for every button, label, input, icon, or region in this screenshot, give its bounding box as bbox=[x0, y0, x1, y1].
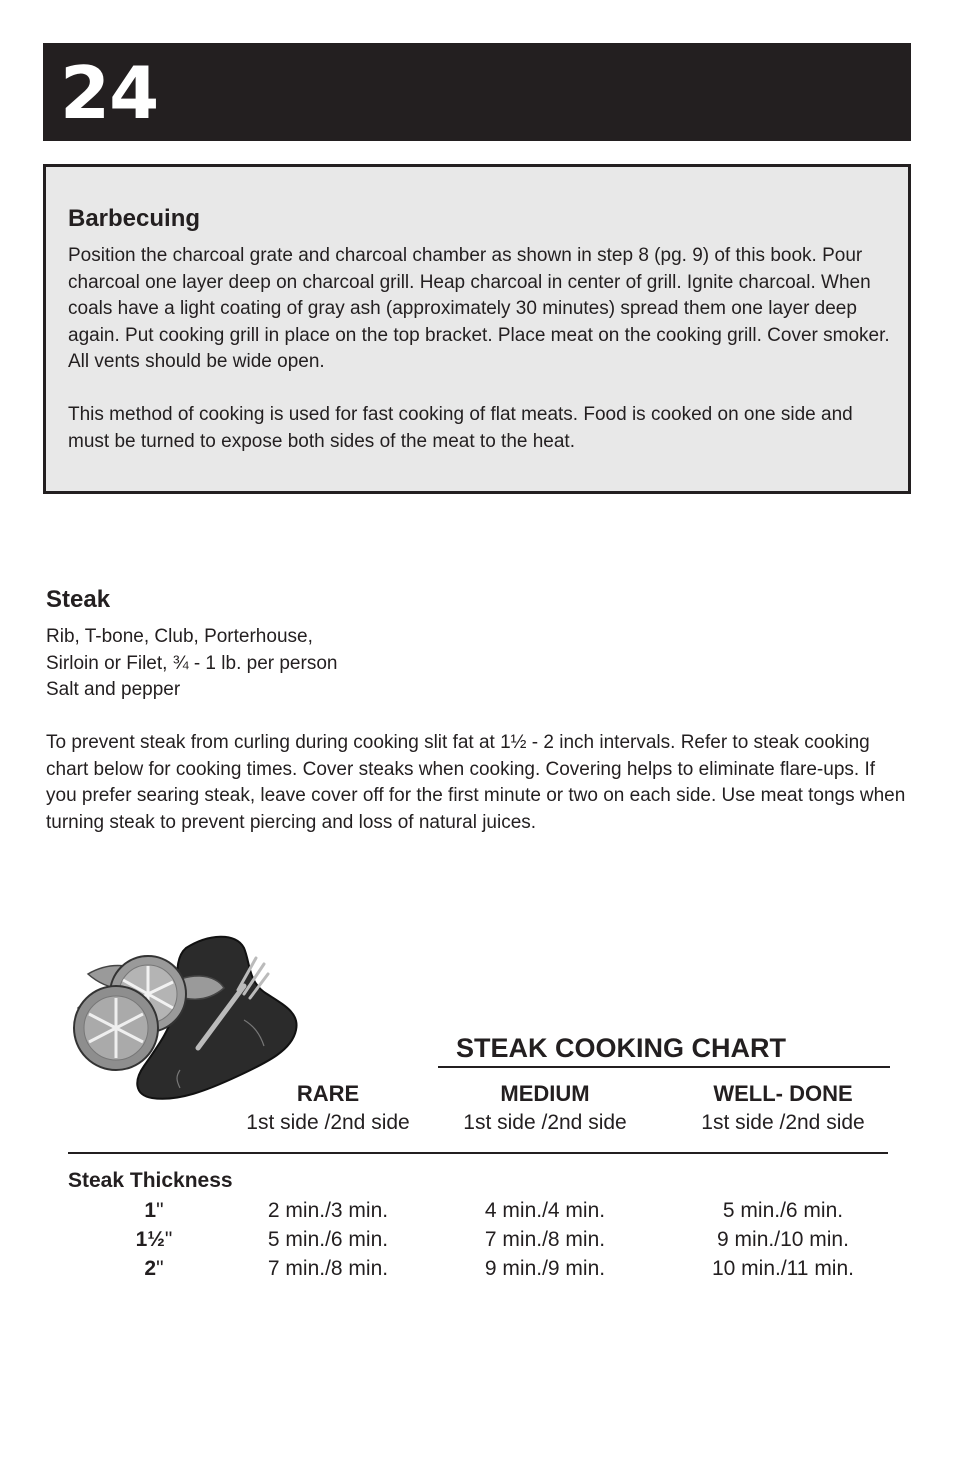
barbecuing-box bbox=[43, 164, 911, 494]
medium-time-cell: 4 min./4 min. bbox=[484, 1199, 606, 1222]
rare-time-cell: 7 min./8 min. bbox=[267, 1257, 389, 1280]
thickness-cell: 2" bbox=[144, 1257, 164, 1280]
ingredient-line: Salt and pepper bbox=[46, 679, 181, 700]
thickness-cell: 1½" bbox=[135, 1228, 173, 1251]
table-row bbox=[0, 1225, 954, 1254]
chart-title: STEAK COOKING CHART bbox=[456, 1033, 786, 1063]
doneness-label: WELL- DONE bbox=[713, 1081, 853, 1106]
well-done-time-cell: 10 min./11 min. bbox=[711, 1257, 854, 1280]
chart-top-rule bbox=[438, 1066, 890, 1068]
barbecuing-paragraph-1: Position the charcoal grate and charcoal chamber as shown in step 8 (pg. 9) of this book. Pour charcoal one layer deep on charcoal grill. Heap charcoal in center of grill. Ignite charcoal. When coals have a light coating of gray ash (approximately 30 minutes) spread them one layer deep again. Put cooking grill in place on the top bracket. Place meat on the cooking grill. Cover smoker. All vents should be wide open. bbox=[68, 245, 890, 372]
sides-label: 1st side /2nd side bbox=[701, 1111, 865, 1134]
steak-title: Steak bbox=[46, 586, 111, 613]
medium-time-cell: 7 min./8 min. bbox=[484, 1228, 606, 1251]
sides-label: 1st side /2nd side bbox=[246, 1111, 410, 1134]
barbecuing-paragraph-2: This method of cooking is used for fast cooking of flat meats. Food is cooked on one side and must be turned to expose both sides of the meat to the heat. bbox=[68, 404, 853, 452]
chart-header-rule bbox=[68, 1152, 888, 1154]
table-row bbox=[0, 1196, 954, 1225]
ingredient-line: Sirloin or Filet, ¾ - 1 lb. per person bbox=[46, 652, 338, 674]
column-header-well-done bbox=[663, 1080, 903, 1138]
column-header-medium bbox=[425, 1080, 665, 1138]
steak-with-tomatoes-illustration bbox=[68, 930, 308, 1105]
steak-thickness-label: Steak Thickness bbox=[68, 1169, 233, 1192]
barbecuing-title: Barbecuing bbox=[68, 205, 201, 232]
steak-instructions: To prevent steak from curling during cooking slit fat at 1½ - 2 inch intervals. Refer to steak cooking chart below for cooking times. Cover steaks when cooking. Covering helps to eliminate flare-ups. If you prefer searing steak, leave cover off for the first minute or two on each side. Use meat tongs when turning steak to prevent piercing and loss of natural juices. bbox=[46, 732, 906, 833]
well-done-time-cell: 9 min./10 min. bbox=[717, 1228, 849, 1251]
doneness-label: MEDIUM bbox=[500, 1081, 590, 1106]
rare-time-cell: 2 min./3 min. bbox=[267, 1199, 389, 1222]
page-header-bar bbox=[43, 43, 911, 141]
steak-ingredients bbox=[46, 624, 646, 704]
rare-time-cell: 5 min./6 min. bbox=[267, 1228, 389, 1251]
page-number: 24 bbox=[60, 51, 159, 135]
table-row bbox=[0, 1254, 954, 1283]
sides-label: 1st side /2nd side bbox=[463, 1111, 627, 1134]
medium-time-cell: 9 min./9 min. bbox=[484, 1257, 606, 1280]
column-header-rare bbox=[208, 1080, 448, 1138]
doneness-label: RARE bbox=[296, 1081, 360, 1106]
ingredient-line: Rib, T-bone, Club, Porterhouse, bbox=[46, 626, 313, 647]
thickness-cell: 1" bbox=[144, 1199, 164, 1222]
well-done-time-cell: 5 min./6 min. bbox=[722, 1199, 844, 1222]
